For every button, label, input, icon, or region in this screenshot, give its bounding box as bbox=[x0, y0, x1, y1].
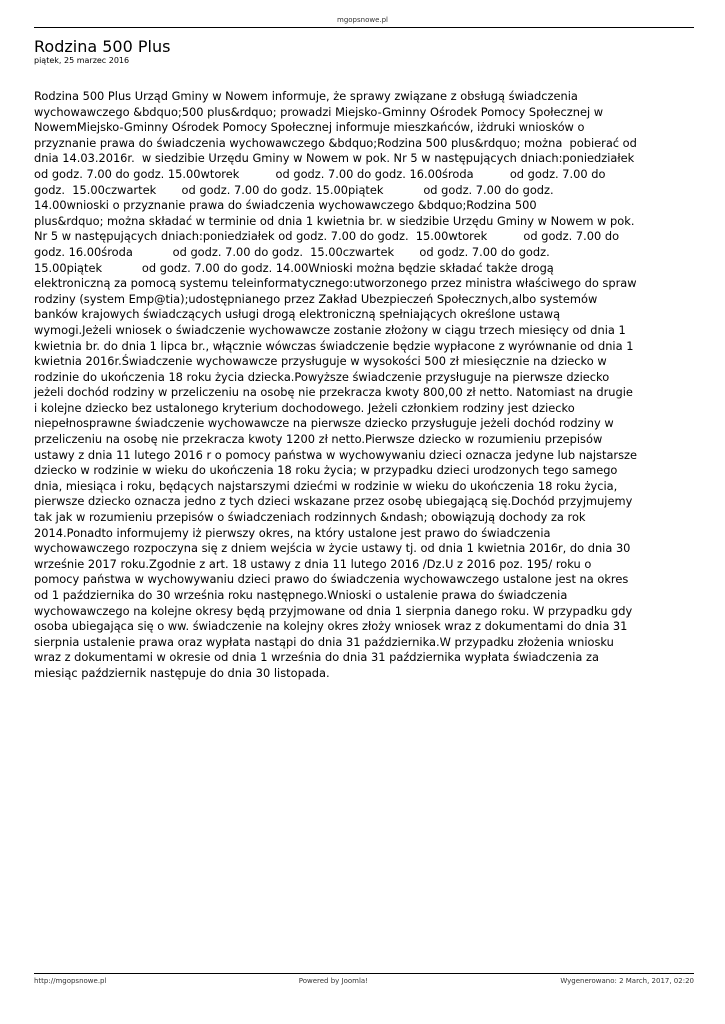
site-header: mgopsnowe.pl bbox=[337, 16, 388, 24]
footer-url[interactable]: http://mgopsnowe.pl bbox=[34, 977, 107, 985]
article-title: Rodzina 500 Plus bbox=[34, 37, 171, 56]
header-divider bbox=[34, 27, 694, 28]
footer-powered: Powered by Joomla! bbox=[298, 977, 369, 985]
footer-generated: Wygenerowano: 2 March, 2017, 02:20 bbox=[560, 977, 694, 985]
footer-divider bbox=[34, 973, 694, 974]
article-date: piątek, 25 marzec 2016 bbox=[34, 56, 130, 65]
article-body: Rodzina 500 Plus Urząd Gminy w Nowem informuje, że sprawy związane z obsługą świadczenia wychowawczego &bdquo;500 plus&rdquo; prowadzi Miejsko-Gminny Ośrodek Pomocy Społecznej w NowemMiejsko-Gminny Ośrodek Pomocy Społecznej informuje mieszkańców, iżdruki wniosków o przyznanie prawa do świadczenia wychowawczego &bdquo;Rodzina 500 plus&rdquo; można pobierać od dnia 14.03.2016r. w siedzibie Urzędu Gminy w Nowem w pok. Nr 5 w następujących dniach:poniedziałek od godz. 7.00 do godz. 15.00wtorek od godz. 7.00 do godz. 16.00środa od godz. 7.00 do godz. 15.00czwartek od godz. 7.00 do godz. 15.00piątek od godz. 7.00 do godz. 14.00wnioski o przyznanie prawa do świadczenia wychowawczego &bdquo;Rodzina 500 plus&rdquo; można składać w terminie od dnia 1 kwietnia br. w siedzibie Urzędu Gminy w Nowem w pok. Nr 5 w następujących dniach:poniedziałek od godz. 7.00 do godz. 15.00wtorek od godz. 7.00 do godz. 16.00środa od godz. 7.00 do godz. 15.00czwartek od godz. 7.00 do godz. 15.00piątek od godz. 7.00 do godz. 14.00Wnioski można będzie składać także drogą elektroniczną za pomocą systemu teleinformatycznego:utworzonego przez ministra właściwego do spraw rodziny (system Emp@tia);udostępnianego przez Zakład Ubezpieczeń Społecznych,albo systemów banków krajowych świadczących usługi drogą elektroniczną spełniających określone ustawą wymogi.Jeżeli wniosek o świadczenie wychowawcze zostanie złożony w ciągu trzech miesięcy od dnia 1 kwietnia br. do dnia 1 lipca br., włącznie wówczas świadczenie będzie wypłacone z wyrównanie od dnia 1 kwietnia 2016r.Świadczenie wychowawcze przysługuje w wysokości 500 zł miesięcznie na dziecko w rodzinie do ukończenia 18 roku życia dziecka.Powyższe świadczenie przysługuje na pierwsze dziecko jeżeli dochód rodziny w przeliczeniu na osobę nie przekracza kwoty 800,00 zł netto. Natomiast na drugie i kolejne dziecko bez ustalonego kryterium dochodowego. Jeżeli członkiem rodziny jest dziecko niepełnosprawne świadczenie wychowawcze na pierwsze dziecko przysługuje jeżeli dochód rodziny w przeliczeniu na osobę nie przekracza kwoty 1200 zł netto.Pierwsze dziecko w rozumieniu przepisów ustawy z dnia 11 lutego 2016 r o pomocy państwa w wychowywaniu dzieci oznacza jedyne lub najstarsze dziecko w rodzinie w wieku do ukończenia 18 roku życia; w przypadku dzieci urodzonych tego samego dnia, miesiąca i roku, będących najstarszymi dziećmi w rodzinie w wieku do ukończenia 18 roku życia, pierwsze dziecko oznacza jedno z tych dzieci wskazane przez osobę ubiegającą się.Dochód przyjmujemy tak jak w rozumieniu przepisów o świadczeniach rodzinnych &ndash; obowiązują dochody za rok 2014.Ponadto informujemy iż pierwszy okres, na który ustalone jest prawo do świadczenia wychowawczego rozpoczyna się z dniem wejścia w życie ustawy tj. od dnia 1 kwietnia 2016r, do dnia 30 wrześnie 2017 roku.Zgodnie z art. 18 ustawy z dnia 11 lutego 2016 /Dz.U z 2016 poz. 195/ roku o pomocy państwa w wychowywaniu dzieci prawo do świadczenia wychowawczego ustalone jest na okres od 1 października do 30 września roku następnego.Wnioski o ustalenie prawa do świadczenia wychowawczego na kolejne okresy będą przyjmowane od dnia 1 sierpnia danego roku. W przypadku gdy osoba ubiegająca się o ww. świadczenie na kolejny okres złoży wniosek wraz z dokumentami do dnia 31 sierpnia ustalenie prawa oraz wypłata nastąpi do dnia 31 października.W przypadku złożenia wniosku wraz z dokumentami w okresie od dnia 1 września do dnia 31 października wypłata świadczenia za miesiąc październik następuje do dnia 30 listopada. bbox=[34, 89, 638, 680]
page-footer bbox=[34, 977, 694, 985]
